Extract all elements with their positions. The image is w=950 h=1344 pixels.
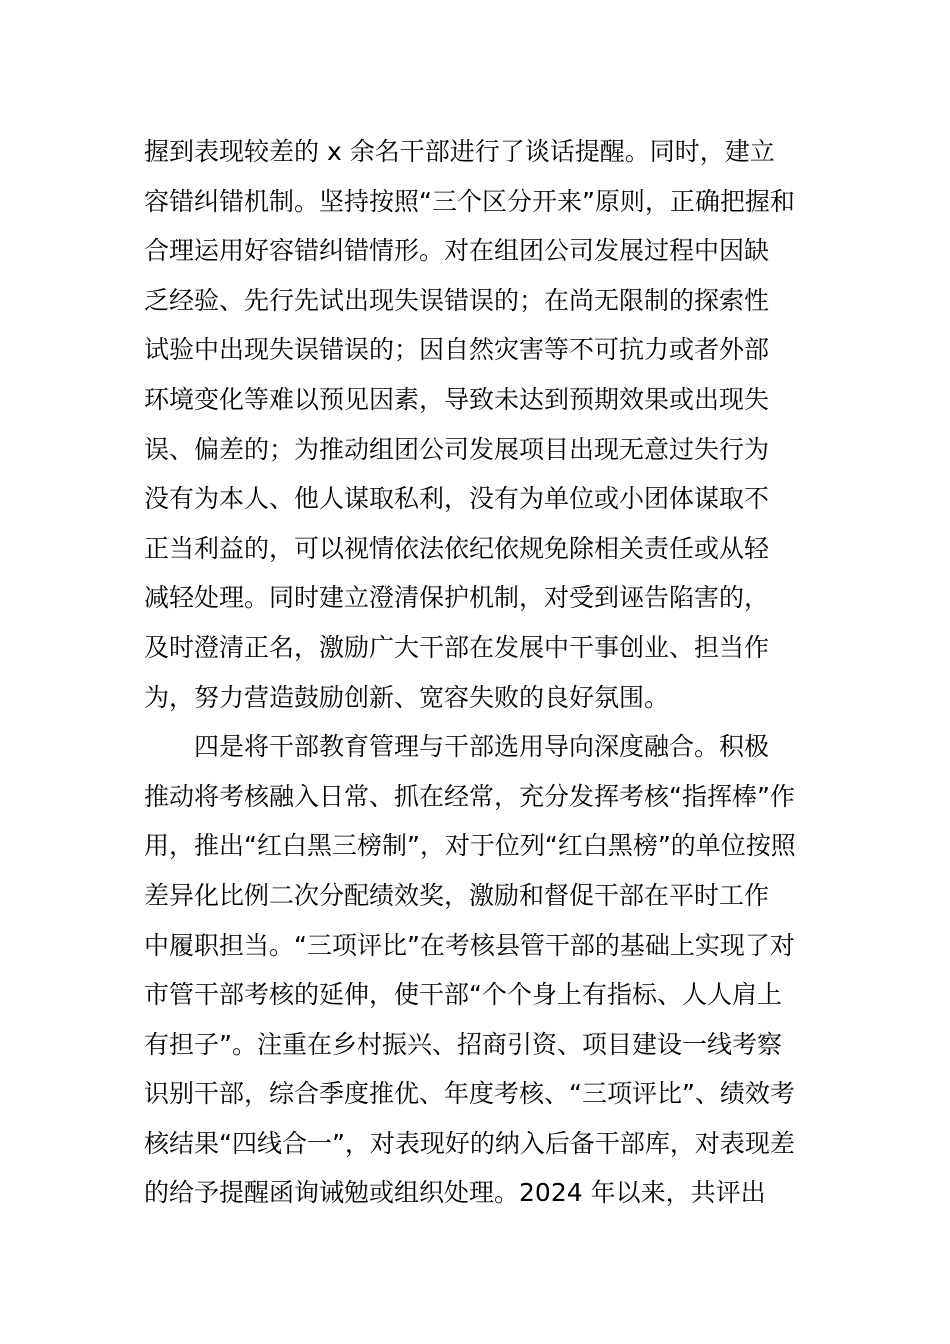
text-line-1: 握到表现较差的 x 余名干部进行了谈话提醒。同时，建立 (144, 137, 775, 166)
text-line-7: 误、偏差的；为推动组团公司发展项目出现无意过失行为 (144, 434, 770, 464)
text-line-21: 核结果“四线合一”，对表现好的纳入后备干部库，对表现差 (144, 1128, 795, 1158)
text-line-14: 推动将考核融入日常、抓在经常，充分发挥考核“指挥棒”作 (144, 781, 795, 811)
text-line-18: 市管干部考核的延伸，使干部“个个身上有指标、人人肩上 (144, 980, 782, 1010)
text-line-22: 的给予提醒函询诫勉或组织处理。2024 年以来，共评出 (144, 1178, 766, 1208)
text-line-16: 差异化比例二次分配绩效奖，激励和督促干部在平时工作 (144, 880, 770, 910)
text-line-5: 试验中出现失误错误的；因自然灾害等不可抗力或者外部 (144, 335, 770, 365)
text-line-6: 环境变化等难以预见因素，导致未达到预期效果或出现失 (144, 384, 770, 414)
text-line-20: 识别干部，综合季度推优、年度考核、“三项评比”、绩效考 (144, 1079, 795, 1109)
text-line-15: 用，推出“红白黑三榜制”，对于位列“红白黑榜”的单位按照 (144, 831, 796, 861)
document-body (144, 127, 814, 1218)
text-line-3: 合理运用好容错纠错情形。对在组团公司发展过程中因缺 (144, 236, 770, 266)
text-line-13-paragraph-start: 四是将干部教育管理与干部选用导向深度融合。积极 (194, 732, 770, 762)
text-line-2: 容错纠错机制。坚持按照“三个区分开来”原则，正确把握和 (144, 186, 795, 216)
text-line-19: 有担子”。注重在乡村振兴、招商引资、项目建设一线考察 (144, 1029, 782, 1059)
text-line-10: 减轻处理。同时建立澄清保护机制，对受到诬告陷害的， (144, 583, 770, 613)
text-line-11: 及时澄清正名，激励广大干部在发展中干事创业、担当作 (144, 632, 770, 662)
text-line-8: 没有为本人、他人谋取私利，没有为单位或小团体谋取不 (144, 484, 770, 514)
text-line-9: 正当利益的，可以视情依法依纪依规免除相关责任或从轻 (144, 533, 770, 563)
text-line-17: 中履职担当。“三项评比”在考核县管干部的基础上实现了对 (144, 930, 795, 960)
text-line-4: 乏经验、先行先试出现失误错误的；在尚无限制的探索性 (144, 285, 770, 315)
text-line-12: 为，努力营造鼓励创新、宽容失败的良好氛围。 (144, 682, 670, 712)
